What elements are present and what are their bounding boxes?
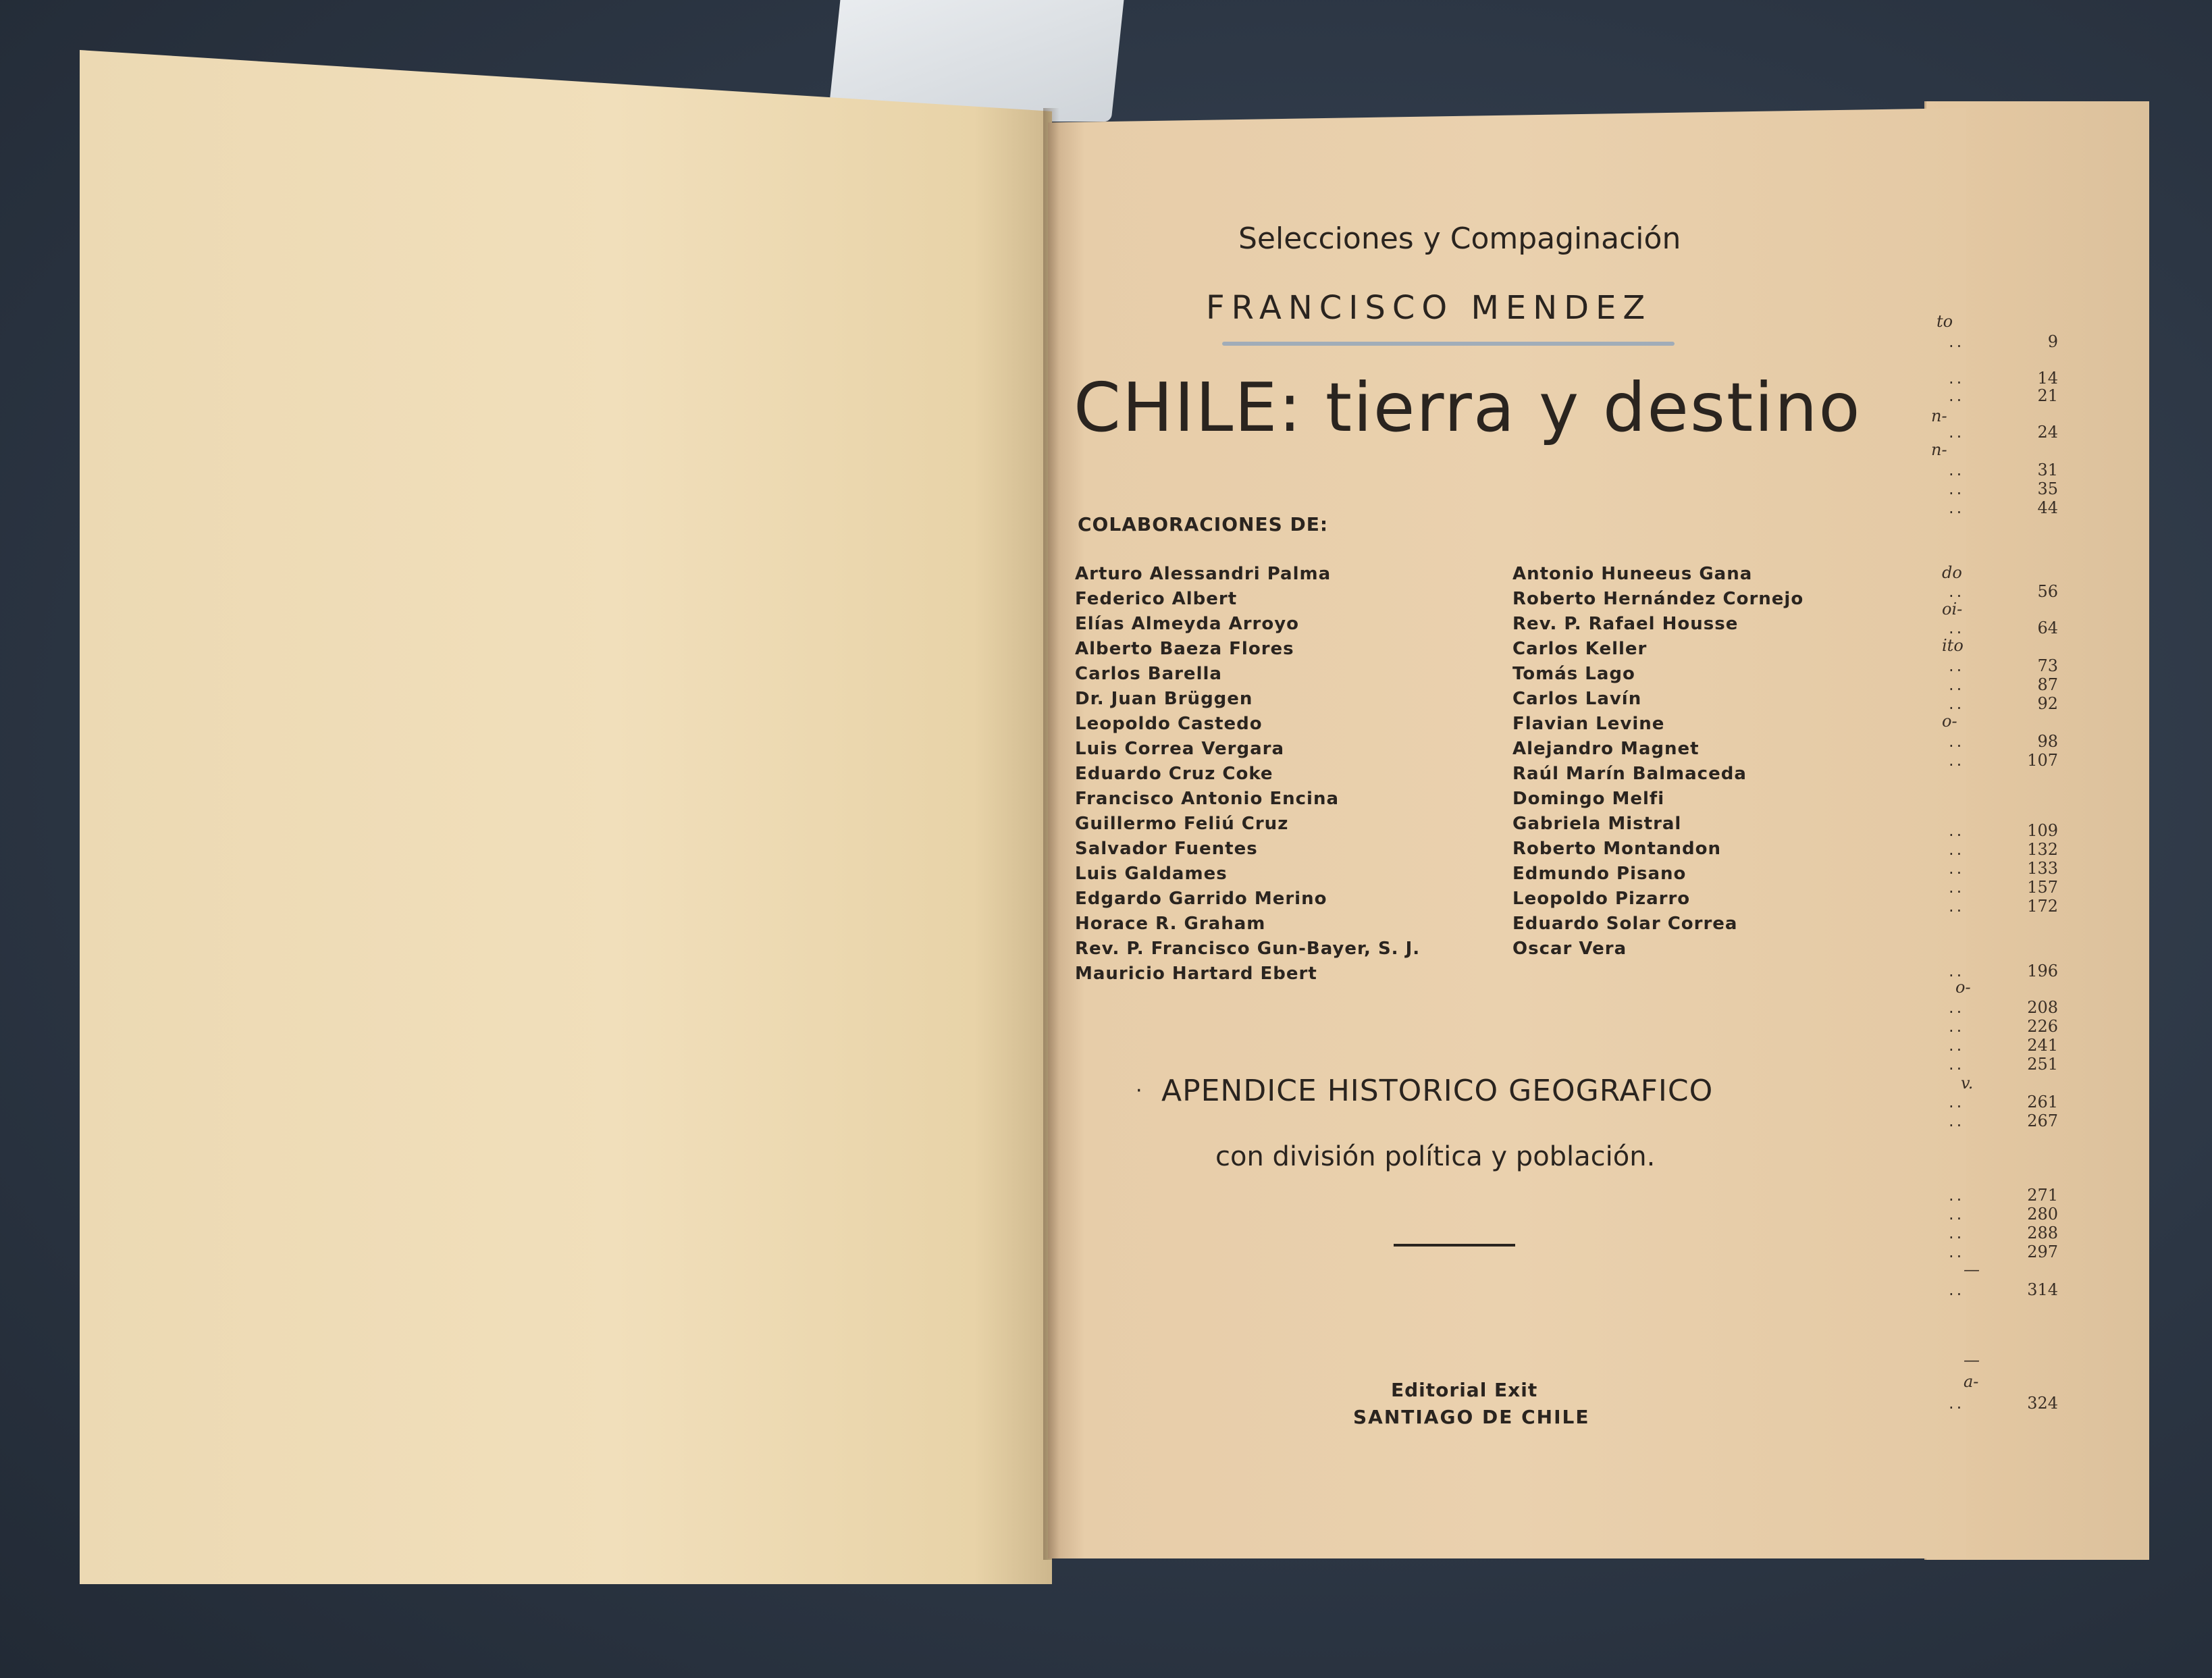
toc-text-fragment: do (1942, 563, 1962, 582)
toc-leader-dots: .. (1949, 479, 1965, 498)
toc-leader-dots: .. (1949, 859, 1965, 878)
collaborator: Arturo Alessandri Palma (1075, 564, 1332, 584)
toc-text-fragment: n- (1931, 440, 1947, 459)
toc-page-number: 196 (2027, 962, 2058, 980)
collaborator: Edgardo Garrido Merino (1075, 889, 1327, 909)
toc-leader-dots: .. (1949, 1242, 1965, 1261)
toc-text-fragment: ito (1942, 636, 1964, 655)
collaborator: Antonio Huneeus Gana (1512, 564, 1753, 584)
collaborator: Luis Correa Vergara (1075, 739, 1285, 759)
collaborator: Elías Almeyda Arroyo (1075, 614, 1300, 634)
toc-page-number: 271 (2027, 1186, 2058, 1205)
toc-page-number: 73 (2037, 656, 2058, 675)
toc-leader-dots: .. (1949, 1036, 1965, 1055)
toc-text-fragment: — (1964, 1260, 1980, 1279)
toc-page-number: 157 (2027, 878, 2058, 897)
toc-page-number: 172 (2027, 897, 2058, 916)
toc-text-fragment: v. (1961, 1074, 1974, 1093)
collaborator: Federico Albert (1075, 589, 1238, 609)
toc-leader-dots: .. (1949, 332, 1965, 351)
toc-page-number: 98 (2037, 732, 2058, 751)
toc-page-number: 87 (2037, 675, 2058, 694)
collaborator: Salvador Fuentes (1075, 839, 1258, 859)
toc-page-number: 261 (2027, 1093, 2058, 1111)
toc-leader-dots: .. (1949, 386, 1965, 405)
collaborator: Roberto Hernández Cornejo (1512, 589, 1804, 609)
toc-leader-dots: .. (1949, 1055, 1965, 1074)
toc-page-number: 44 (2037, 498, 2058, 517)
toc-leader-dots: .. (1949, 461, 1965, 479)
toc-page-number: 109 (2027, 821, 2058, 840)
toc-page-number: 314 (2027, 1280, 2058, 1299)
toc-page-number: 267 (2027, 1111, 2058, 1130)
collaborator: Roberto Montandon (1512, 839, 1722, 859)
toc-page-number: 56 (2037, 582, 2058, 601)
toc-text-fragment: n- (1931, 407, 1947, 425)
collaborators-left-column (1075, 562, 1420, 987)
collaborator: Flavian Levine (1512, 714, 1665, 734)
toc-page-number: 92 (2037, 694, 2058, 713)
toc-leader-dots: .. (1949, 897, 1965, 916)
toc-leader-dots: .. (1949, 840, 1965, 859)
collaborator: Tomás Lago (1512, 664, 1635, 684)
collaborator: Guillermo Feliú Cruz (1075, 814, 1289, 834)
toc-leader-dots: .. (1949, 423, 1965, 442)
selection-credit: Selecciones y Compaginación (1238, 221, 1681, 256)
toc-text-fragment: o- (1942, 712, 1957, 731)
toc-leader-dots: .. (1949, 619, 1965, 637)
collaborators-heading: COLABORACIONES DE: (1078, 513, 1329, 535)
toc-page-number: 251 (2027, 1055, 2058, 1074)
left-blank-page (80, 50, 1052, 1584)
toc-page-number: 280 (2027, 1205, 2058, 1224)
toc-page-number: 132 (2027, 840, 2058, 859)
toc-leader-dots: .. (1949, 821, 1965, 840)
toc-leader-dots: .. (1949, 1186, 1965, 1205)
toc-leader-dots: .. (1949, 582, 1965, 601)
collaborator: Oscar Vera (1512, 939, 1627, 959)
appendix-title: APENDICE HISTORICO GEOGRAFICO (1161, 1074, 1714, 1108)
toc-page-number: 133 (2027, 859, 2058, 878)
toc-leader-dots: .. (1949, 998, 1965, 1017)
toc-leader-dots: .. (1949, 962, 1965, 980)
toc-page-number: 21 (2037, 386, 2058, 405)
toc-leader-dots: .. (1949, 1017, 1965, 1036)
collaborator: Alberto Baeza Flores (1075, 639, 1294, 659)
collaborator: Alejandro Magnet (1512, 739, 1700, 759)
collaborator: Mauricio Hartard Ebert (1075, 964, 1317, 984)
collaborators-right-column (1512, 562, 1803, 962)
toc-leader-dots: .. (1949, 1280, 1965, 1299)
toc-page-number: 14 (2037, 369, 2058, 388)
toc-leader-dots: .. (1949, 1224, 1965, 1242)
collaborator: Leopoldo Pizarro (1512, 889, 1691, 909)
collaborator: Edmundo Pisano (1512, 864, 1687, 884)
toc-leader-dots: .. (1949, 1111, 1965, 1130)
toc-leader-dots: .. (1949, 369, 1965, 388)
toc-leader-dots: .. (1949, 1205, 1965, 1224)
toc-page-number: 35 (2037, 479, 2058, 498)
collaborator: Leopoldo Castedo (1075, 714, 1263, 734)
collaborator: Gabriela Mistral (1512, 814, 1682, 834)
toc-text-fragment: oi- (1942, 600, 1963, 619)
collaborator: Rev. P. Rafael Housse (1512, 614, 1739, 634)
editor-name: FRANCISCO MENDEZ (1206, 289, 1652, 327)
toc-page-number: 241 (2027, 1036, 2058, 1055)
toc-page-number: 64 (2037, 619, 2058, 637)
pencil-underline (1222, 342, 1675, 346)
toc-leader-dots: .. (1949, 1093, 1965, 1111)
collaborator: Eduardo Solar Correa (1512, 914, 1738, 934)
collaborator: Horace R. Graham (1075, 914, 1266, 934)
toc-leader-dots: .. (1949, 732, 1965, 751)
collaborator: Rev. P. Francisco Gun-Bayer, S. J. (1075, 939, 1421, 959)
toc-text-fragment: — (1964, 1351, 1980, 1369)
toc-page-number: 9 (2047, 332, 2058, 351)
collaborator: Luis Galdames (1075, 864, 1228, 884)
toc-leader-dots: .. (1949, 656, 1965, 675)
toc-page-number: 107 (2027, 751, 2058, 770)
publisher-name: Editorial Exit (1391, 1379, 1538, 1401)
collaborator: Francisco Antonio Encina (1075, 789, 1340, 809)
toc-leader-dots: .. (1949, 498, 1965, 517)
spine-shadow (1043, 108, 1059, 1560)
collaborator: Raúl Marín Balmaceda (1512, 764, 1747, 784)
toc-text-fragment: to (1937, 312, 1953, 331)
appendix-bullet: · (1136, 1079, 1142, 1103)
book-title: CHILE: tierra y destino (1074, 368, 1862, 447)
toc-leader-dots: .. (1949, 694, 1965, 713)
toc-page-number: 324 (2027, 1394, 2058, 1413)
toc-page-number: 24 (2037, 423, 2058, 442)
toc-leader-dots: .. (1949, 878, 1965, 897)
toc-page-number: 288 (2027, 1224, 2058, 1242)
toc-text-fragment: a- (1964, 1372, 1979, 1391)
collaborator: Eduardo Cruz Coke (1075, 764, 1273, 784)
divider-rule (1394, 1244, 1515, 1247)
collaborator: Dr. Juan Brüggen (1075, 689, 1253, 709)
appendix-subtitle: con división política y población. (1215, 1141, 1656, 1172)
toc-text-fragment: o- (1955, 978, 1971, 997)
collaborator: Carlos Keller (1512, 639, 1648, 659)
collaborator: Domingo Melfi (1512, 789, 1665, 809)
toc-leader-dots: .. (1949, 675, 1965, 694)
collaborator: Carlos Lavín (1512, 689, 1642, 709)
toc-page-number: 31 (2037, 461, 2058, 479)
toc-leader-dots: .. (1949, 1394, 1965, 1413)
toc-page-number: 208 (2027, 998, 2058, 1017)
toc-page-number: 297 (2027, 1242, 2058, 1261)
collaborator: Carlos Barella (1075, 664, 1222, 684)
publisher-city: SANTIAGO DE CHILE (1353, 1406, 1590, 1428)
toc-page-number: 226 (2027, 1017, 2058, 1036)
toc-leader-dots: .. (1949, 751, 1965, 770)
